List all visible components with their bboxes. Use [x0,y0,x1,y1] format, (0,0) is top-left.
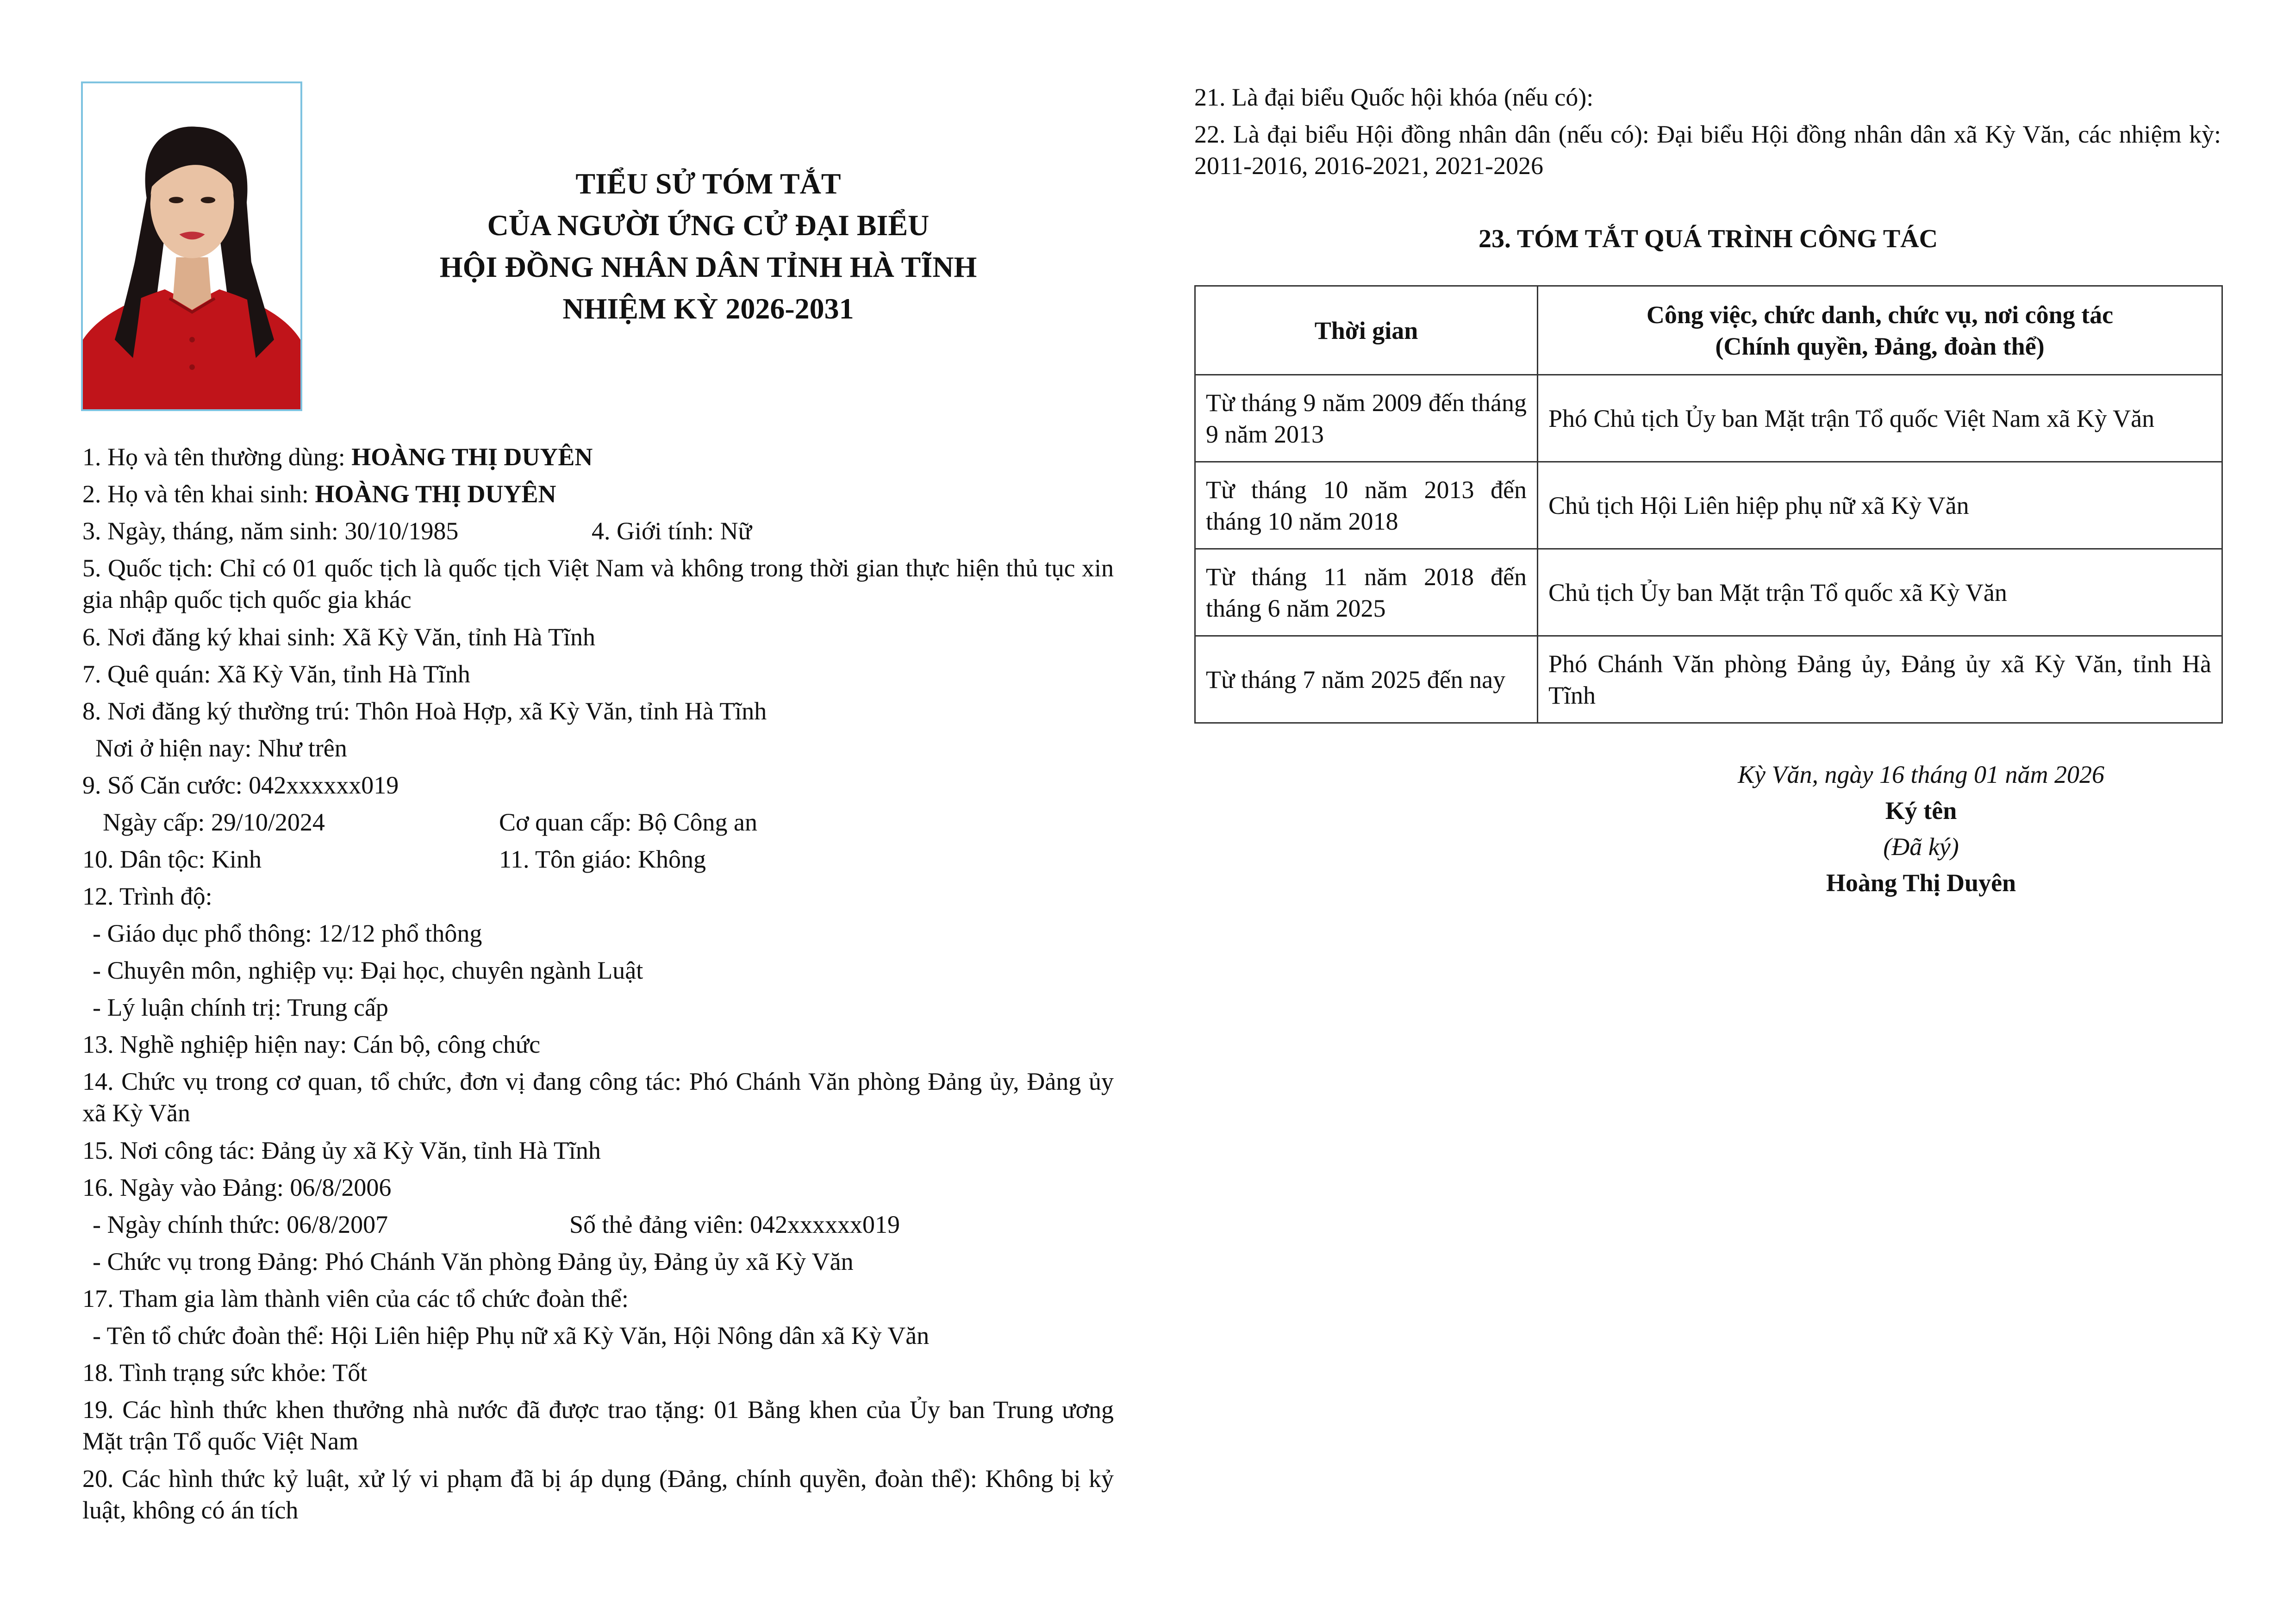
common-name-line [82,441,593,473]
table-row [1195,636,2222,723]
signer-name: Hoàng Thị Duyên [1826,869,2016,897]
sign-label: Ký tên [1885,797,1957,824]
id-number-line: 9. Số Căn cước: 042xxxxxx019 [82,771,399,799]
awards-paragraph: 19. Các hình thức khen thưởng nhà nước đã được trao tặng: 01 Bằng khen của Ủy ban Trung ương Mặt trận Tổ quốc Việt Nam [82,1396,1114,1455]
organizations-heading: 17. Tham gia làm thành viên của các tổ chức đoàn thể: [82,1285,629,1312]
permanent-residence-line: 8. Nơi đăng ký thường trú: Thôn Hoà Hợp, xã Kỳ Văn, tỉnh Hà Tĩnh [82,697,767,725]
row-time: Từ tháng 7 năm 2025 đến nay [1195,636,1538,723]
birth-name-label: 2. Họ và tên khai sinh: [82,480,315,508]
id-issue-date-line: Ngày cấp: 29/10/2024 [103,808,325,836]
work-history-heading: 23. TÓM TẮT QUÁ TRÌNH CÔNG TÁC [1478,225,1938,253]
row-time: Từ tháng 10 năm 2013 đến tháng 10 năm 2018 [1195,462,1538,549]
title-line-1: TIỂU SỬ TÓM TẮT [575,167,841,200]
common-name-value: HOÀNG THỊ DUYÊN [351,443,593,471]
workplace-line: 15. Nơi công tác: Đảng ủy xã Kỳ Văn, tỉnh Hà Tĩnh [82,1137,601,1164]
table-row [1195,462,2222,549]
occupation-line: 13. Nghề nghiệp hiện nay: Cán bộ, công chức [82,1031,541,1058]
professional-degree-line: - Chuyên môn, nghiệp vụ: Đại học, chuyên ngành Luật [93,956,643,984]
political-theory-line: - Lý luận chính trị: Trung cấp [93,993,388,1021]
work-history-table [1194,285,2223,724]
birth-name-value: HOÀNG THỊ DUYÊN [315,480,556,508]
gender-line: 4. Giới tính: Nữ [592,517,752,545]
birth-registration-line: 6. Nơi đăng ký khai sinh: Xã Kỳ Văn, tỉnh Hà Tĩnh [82,623,595,651]
organizations-line: - Tên tổ chức đoàn thể: Hội Liên hiệp Phụ nữ xã Kỳ Văn, Hội Nông dân xã Kỳ Văn [93,1322,930,1349]
document-title [352,163,1065,330]
health-line: 18. Tình trạng sức khỏe: Tốt [82,1359,368,1387]
hometown-line: 7. Quê quán: Xã Kỳ Văn, tỉnh Hà Tĩnh [82,660,470,688]
portrait-icon [83,83,300,409]
title-line-2: CỦA NGƯỜI ỨNG CỬ ĐẠI BIỂU [487,209,930,242]
row-job: Phó Chủ tịch Ủy ban Mặt trận Tổ quốc Việt Nam xã Kỳ Văn [1538,375,2222,462]
table-row [1195,549,2222,636]
signature-block [1639,756,2203,901]
portrait-photo [81,81,302,411]
current-position-paragraph: 14. Chức vụ trong cơ quan, tổ chức, đơn vị đang công tác: Phó Chánh Văn phòng Đảng ủy, Đảng ủy xã Kỳ Văn [82,1068,1114,1127]
row-job: Phó Chánh Văn phòng Đảng ủy, Đảng ủy xã Kỳ Văn, tỉnh Hà Tĩnh [1538,636,2222,723]
header-job [1538,286,2222,375]
birth-date-line: 3. Ngày, tháng, năm sinh: 30/10/1985 [82,517,459,545]
nationality-paragraph: 5. Quốc tịch: Chỉ có 01 quốc tịch là quốc tịch Việt Nam và không trong thời gian thực hiện thủ tục xin gia nhập quốc tịch quốc gia khác [82,554,1114,613]
ethnicity-line: 10. Dân tộc: Kinh [82,845,262,873]
title-line-3: HỘI ĐỒNG NHÂN DÂN TỈNH HÀ TĨNH [439,250,977,283]
table-row [1195,375,2222,462]
row-time: Từ tháng 9 năm 2009 đến tháng 9 năm 2013 [1195,375,1538,462]
place-date: Kỳ Văn, ngày 16 tháng 01 năm 2026 [1738,761,2104,788]
current-residence-line: Nơi ở hiện nay: Như trên [95,734,347,762]
party-join-date-line: 16. Ngày vào Đảng: 06/8/2006 [82,1174,392,1201]
religion-line: 11. Tôn giáo: Không [499,845,706,873]
table-header-row [1195,286,2222,375]
header-job-line-1: Công việc, chức danh, chức vụ, nơi công tác [1646,300,2114,329]
peoples-council-paragraph: 22. Là đại biểu Hội đồng nhân dân (nếu có): Đại biểu Hội đồng nhân dân xã Kỳ Văn, các nhiệm kỳ: 2011-2016, 2016-2021, 2021-2026 [1194,120,2221,180]
row-job: Chủ tịch Ủy ban Mặt trận Tổ quốc xã Kỳ Văn [1538,549,2222,636]
signed-note: (Đã ký) [1883,833,1959,861]
party-card-number-line: Số thẻ đảng viên: 042xxxxxx019 [569,1211,900,1238]
birth-name-line [82,478,556,510]
header-time: Thời gian [1195,286,1538,375]
party-official-date-line: - Ngày chính thức: 06/8/2007 [93,1211,388,1238]
header-job-line-2: (Chính quyền, Đảng, đoàn thể) [1715,332,2045,360]
general-education-line: - Giáo dục phổ thông: 12/12 phổ thông [93,919,482,947]
discipline-paragraph: 20. Các hình thức kỷ luật, xử lý vi phạm đã bị áp dụng (Đảng, chính quyền, đoàn thể): Không bị kỷ luật, không có án tích [82,1465,1114,1524]
party-position-line: - Chức vụ trong Đảng: Phó Chánh Văn phòng Đảng ủy, Đảng ủy xã Kỳ Văn [93,1248,854,1275]
row-job: Chủ tịch Hội Liên hiệp phụ nữ xã Kỳ Văn [1538,462,2222,549]
education-heading: 12. Trình độ: [82,882,212,910]
national-assembly-line: 21. Là đại biểu Quốc hội khóa (nếu có): [1194,83,1594,111]
title-line-4: NHIỆM KỲ 2026-2031 [562,292,854,325]
id-issuer-line: Cơ quan cấp: Bộ Công an [499,808,757,836]
row-time: Từ tháng 11 năm 2018 đến tháng 6 năm 2025 [1195,549,1538,636]
common-name-label: 1. Họ và tên thường dùng: [82,443,352,471]
